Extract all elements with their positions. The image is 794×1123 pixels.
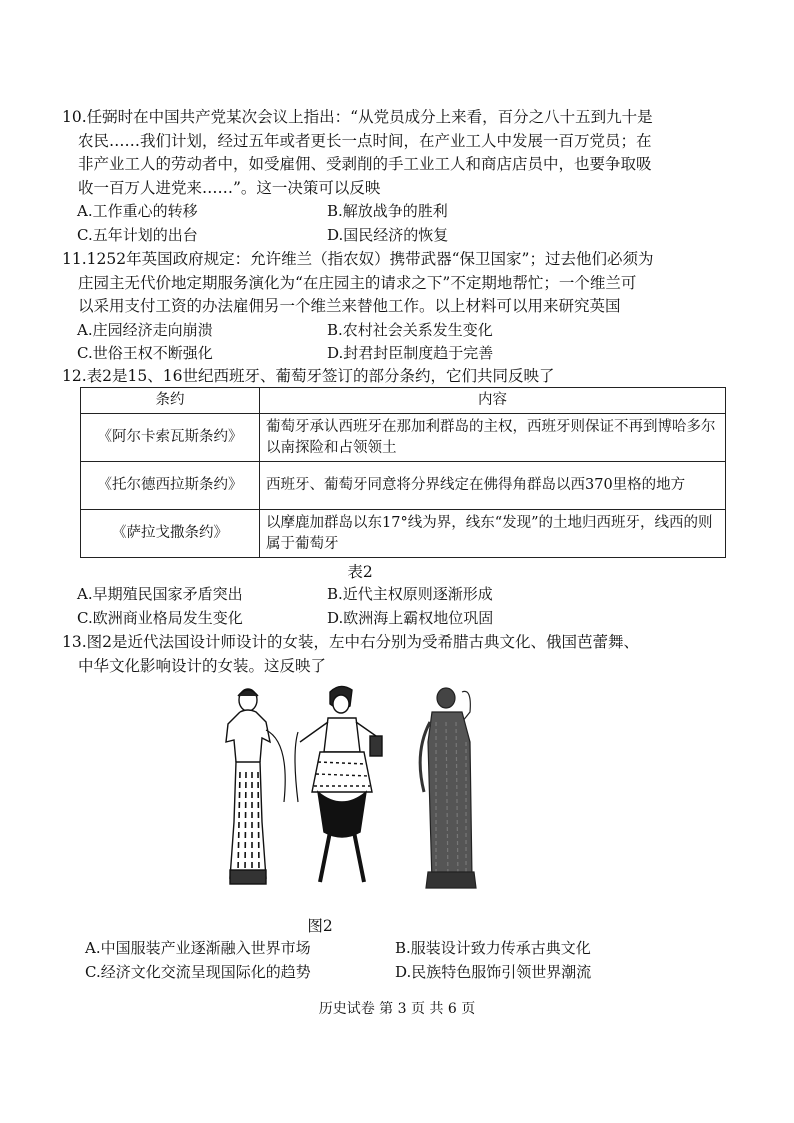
- q13-option-c[interactable]: C.经济文化交流呈现国际化的趋势: [85, 962, 311, 981]
- table-row: [81, 510, 726, 558]
- q12-option-c[interactable]: C.欧洲商业格局发生变化: [77, 608, 243, 627]
- table-row: [81, 414, 726, 462]
- fashion-illustration: [200, 682, 540, 902]
- treaty-name: 《萨拉戈撒条约》: [81, 510, 260, 558]
- q10-option-b[interactable]: B.解放战争的胜利: [327, 202, 448, 220]
- question-11: [62, 248, 742, 366]
- q13-option-b[interactable]: B.服装设计致力传承古典文化: [395, 939, 591, 957]
- q10-option-d[interactable]: D.国民经济的恢复: [327, 225, 449, 244]
- q13-options-block: [70, 937, 750, 984]
- q12-option-b[interactable]: B.近代主权原则逐渐形成: [327, 585, 493, 603]
- page-footer: 历史试卷 第 3 页 共 6 页: [318, 1001, 476, 1017]
- q13-options: [70, 937, 750, 984]
- question-10: [62, 106, 742, 247]
- table-header-row: [81, 388, 726, 414]
- treaty-content: 西班牙、葡萄牙同意将分界线定在佛得角群岛以西370里格的地方: [260, 462, 726, 510]
- treaty-content: 葡萄牙承认西班牙在那加利群岛的主权，西班牙则保证不再到博哈多尔以南探险和占领领土: [260, 414, 726, 462]
- table-row: [81, 462, 726, 510]
- q13-stem-line-2: 中华文化影响设计的女装。这反映了: [78, 656, 327, 675]
- figure-caption: 图2: [307, 917, 333, 935]
- q10-stem-line-4: 收一百万人进党来……”。这一决策可以反映: [78, 178, 381, 197]
- q12-options-block: [62, 583, 742, 630]
- q10-stem-line-2: 农民……我们计划，经过五年或者更长一点时间，在产业工人中发展一百万党员；在: [78, 131, 652, 150]
- q13-stem-line-1: 13.图2是近代法国设计师设计的女装，左中右分别为受希腊古典文化、俄国芭蕾舞、: [62, 633, 640, 651]
- q11-stem-line-3: 以采用支付工资的办法雇佣另一个维兰来替他工作。以上材料可以用来研究英国: [78, 297, 621, 315]
- chinese-style-dress-figure: [420, 688, 476, 888]
- treaty-name: 《阿尔卡索瓦斯条约》: [81, 414, 260, 462]
- q12-option-d[interactable]: D.欧洲海上霸权地位巩固: [327, 608, 494, 627]
- q12-options: [62, 583, 742, 630]
- q13-option-d[interactable]: D.民族特色服饰引领世界潮流: [395, 962, 592, 981]
- table-header-content: 内容: [260, 388, 726, 414]
- q10-stem-line-1: 10.任弼时在中国共产党某次会议上指出：“从党员成分上来看，百分之八十五到九十是: [62, 108, 653, 126]
- treaty-table: [80, 387, 726, 558]
- q11-option-c[interactable]: C.世俗王权不断强化: [77, 344, 213, 362]
- greek-style-dress-figure: [226, 689, 285, 884]
- q10-option-c[interactable]: C.五年计划的出台: [77, 225, 198, 244]
- question-13: [62, 631, 742, 678]
- q11-options: [62, 319, 742, 366]
- question-12: [62, 365, 742, 389]
- q10-stem-line-3: 非产业工人的劳动者中，如受雇佣、受剥削的手工业工人和商店店员中，也要争取吸: [78, 155, 652, 173]
- treaty-content: 以摩鹿加群岛以东17°线为界，线东“发现”的土地归西班牙，线西的则属于葡萄牙: [260, 510, 726, 558]
- ballet-style-dress-figure: [295, 686, 382, 882]
- q11-option-a[interactable]: A.庄园经济走向崩溃: [77, 320, 213, 339]
- q11-option-b[interactable]: B.农村社会关系发生变化: [327, 320, 493, 339]
- q10-option-a[interactable]: A.工作重心的转移: [77, 202, 198, 220]
- treaty-name: 《托尔德西拉斯条约》: [81, 462, 260, 510]
- table-header-treaty: 条约: [81, 388, 260, 414]
- q11-stem-line-2: 庄园主无代价地定期服务演化为“在庄园主的请求之下”不定期地帮忙；一个维兰可: [78, 273, 637, 292]
- table-caption: 表2: [347, 563, 373, 581]
- q10-options: [62, 200, 742, 247]
- q13-option-a[interactable]: A.中国服装产业逐渐融入世界市场: [85, 939, 311, 957]
- q11-option-d[interactable]: D.封君封臣制度趋于完善: [327, 344, 494, 362]
- q12-option-a[interactable]: A.早期殖民国家矛盾突出: [77, 585, 243, 603]
- q12-stem: 12.表2是15、16世纪西班牙、葡萄牙签订的部分条约，它们共同反映了: [62, 367, 555, 385]
- q11-stem-line-1: 11.1252年英国政府规定：允许维兰（指农奴）携带武器“保卫国家”；过去他们必须为: [62, 250, 654, 268]
